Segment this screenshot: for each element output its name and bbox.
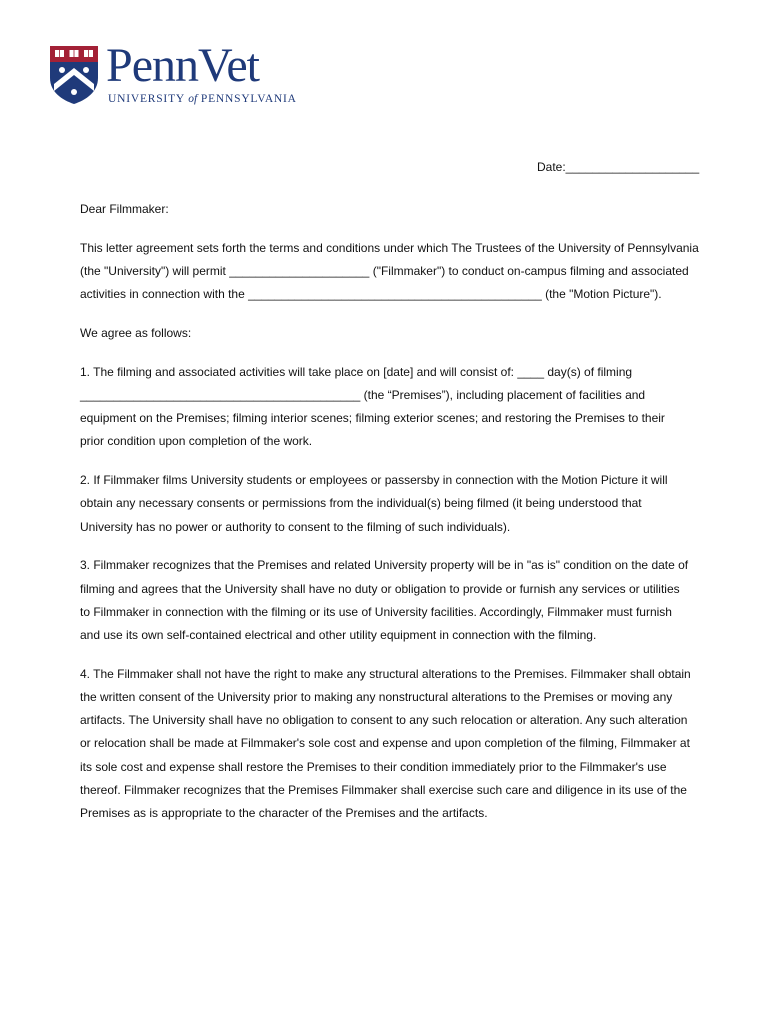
agree-paragraph: We agree as follows:	[80, 326, 192, 340]
clause-line: 3. Filmmaker recognizes that the Premises and related University property will be in "as is" condition on the date of	[80, 558, 689, 573]
clause-line: obtain any necessary consents or permissions from the individual(s) being filmed (it being understood that	[80, 496, 642, 511]
logo-subline-pennsylvania: PENNSYLVANIA	[200, 93, 297, 105]
letter-body	[80, 198, 706, 841]
logo-wordmark: PennVet	[106, 39, 259, 92]
penn-shield-icon	[48, 44, 100, 106]
date-field: Date:____________________	[537, 160, 700, 174]
logo-subline	[108, 92, 297, 106]
clause-line: equipment on the Premises; filming interior scenes; filming exterior scenes; and restoring the Premises to their	[80, 411, 665, 426]
clause-line: University has no power or authority to consent to the filming of such individuals).	[80, 519, 511, 534]
intro-line: activities in connection with the ____________________________________________ (the "Motion Picture").	[80, 287, 662, 302]
clause-line: filming and agrees that the University shall have no duty or obligation to provide or furnish any services or utilities	[80, 581, 680, 596]
clause-line: artifacts. The University shall have no obligation to consent to any such relocation or alteration. Any such alteration	[80, 713, 688, 728]
clause-line: its sole cost and expense shall restore the Premises to their condition immediately prior to the Filmmaker's use	[80, 759, 667, 774]
clause-4	[80, 663, 706, 825]
logo-subline-of: of	[188, 93, 198, 105]
clause-line: the written consent of the University prior to making any nonstructural alterations to the Premises or moving any	[80, 690, 673, 705]
clause-line: __________________________________________ (the “Premises”), including placement of facilities and	[80, 388, 646, 402]
intro-paragraph	[80, 237, 706, 307]
clause-line: 1. The filming and associated activities will take place on [date] and will consist of: ____ day(s) of filming	[80, 364, 633, 379]
logo-subline-university: UNIVERSITY	[108, 93, 185, 105]
clause-line: prior condition upon completion of the work.	[80, 434, 313, 449]
clause-line: to Filmmaker in connection with the filming or its use of University facilities. Accordingly, Filmmaker must furnish	[80, 604, 672, 619]
intro-line: This letter agreement sets forth the terms and conditions under which The Trustees of the University of Pennsylvania	[80, 240, 699, 255]
logo-text	[106, 39, 297, 106]
clause-line: and use its own self-contained electrical and other utility equipment in connection with the filming.	[80, 628, 597, 643]
clause-1	[80, 361, 706, 454]
clause-line: thereof. Filmmaker recognizes that the Premises Filmmaker shall exercise such care and diligence in its use of the	[80, 782, 687, 797]
pennvet-logo	[48, 39, 297, 106]
clause-3	[80, 554, 706, 647]
clause-line: Premises as is appropriate to the character of the Premises and the artifacts.	[80, 806, 488, 821]
clause-2	[80, 469, 706, 539]
intro-line: (the "University") will permit _____________________ ("Filmmaker") to conduct on-campus filming and associated	[80, 264, 689, 278]
salutation: Dear Filmmaker:	[80, 202, 169, 216]
clause-line: 2. If Filmmaker films University students or employees or passersby in connection with the Motion Picture it will	[80, 473, 668, 488]
clause-line: or relocation shall be made at Filmmaker's sole cost and expense and upon completion of the filming, Filmmaker at	[80, 736, 690, 751]
clause-line: 4. The Filmmaker shall not have the right to make any structural alterations to the Premises. Filmmaker shall obtain	[80, 666, 691, 681]
